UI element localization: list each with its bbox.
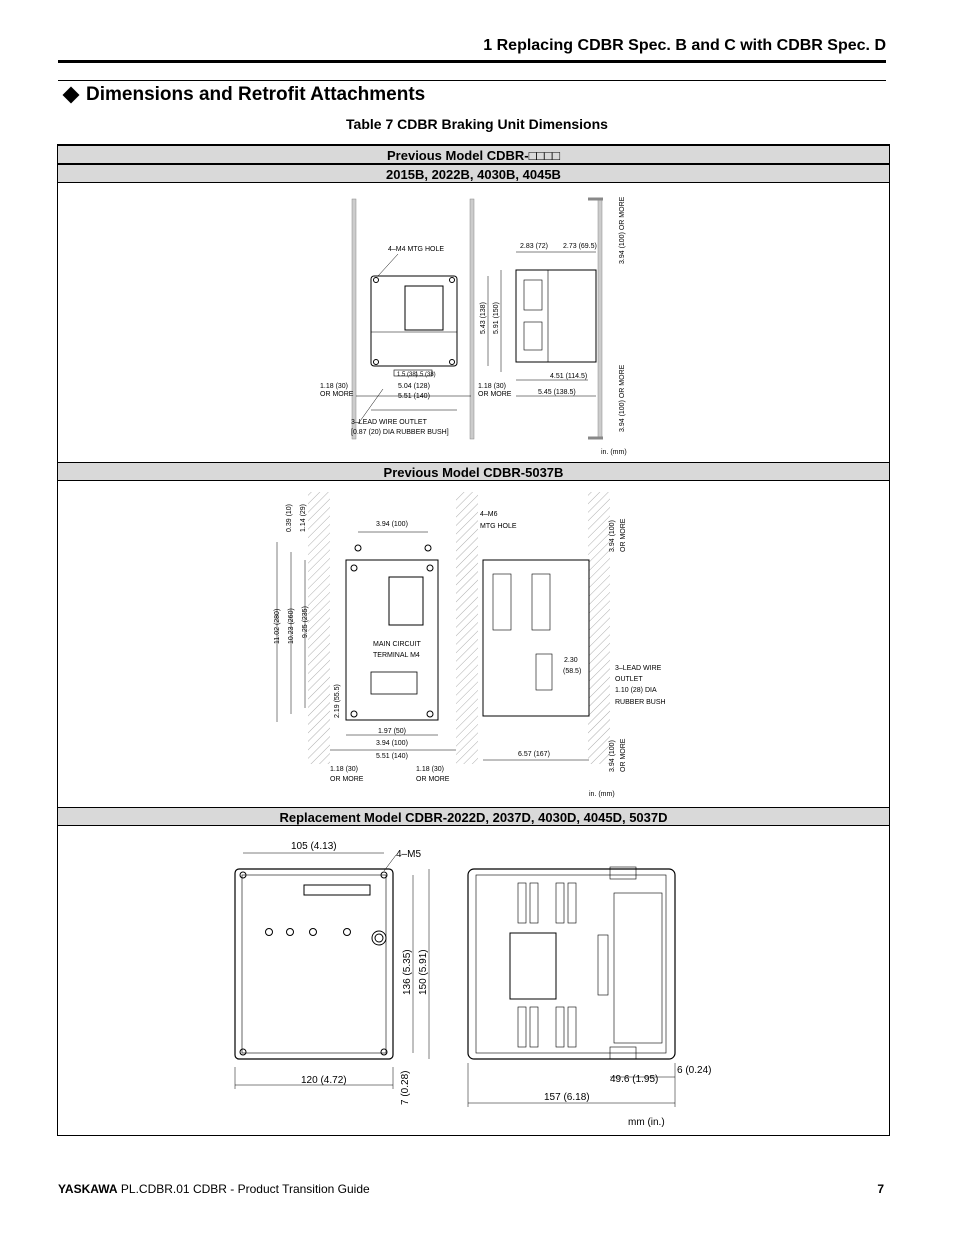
d2-230: 2.30: [564, 657, 578, 664]
d1-591: 5.91 (150): [493, 302, 500, 334]
d2-118l2: OR MORE: [330, 776, 364, 783]
d1-273: 2.73 (69.5): [563, 243, 597, 250]
d1-lead1: 3–LEAD WIRE OUTLET: [351, 419, 427, 426]
diamond-icon: [63, 87, 80, 104]
drawing-2-svg: [58, 482, 889, 808]
d2-551: 5.51 (140): [376, 753, 408, 760]
d3-7: 7 (0.28): [400, 1070, 411, 1105]
d1-118r2: OR MORE: [478, 391, 512, 398]
footer-left: [58, 1182, 370, 1196]
footer-doc: PL.CDBR.01 CDBR - Product Transition Guide: [117, 1182, 370, 1196]
d1-118l2: OR MORE: [320, 391, 354, 398]
d1-15a: 1.5 (38): [397, 372, 418, 378]
running-header: 1 Replacing CDBR Spec. B and C with CDBR Spec. D: [483, 37, 886, 54]
d2-394-top1: 3.94 (100): [609, 520, 616, 552]
d2-394-bot1: 3.94 (100): [609, 740, 616, 772]
d2-lead1: 3–LEAD WIRE: [615, 665, 662, 672]
d2-039: 0.39 (10): [286, 503, 293, 532]
d3-105: 105 (4.13): [291, 841, 337, 852]
d3-6: 6 (0.24): [677, 1065, 712, 1076]
d2-lead4: RUBBER BUSH: [615, 699, 666, 706]
d2-lead2: OUTLET: [615, 676, 643, 683]
drawing-3-svg: [58, 827, 889, 1135]
d3-157: 157 (6.18): [544, 1092, 590, 1103]
d2-394: 3.94 (100): [376, 521, 408, 528]
d1-394-bot: 3.94 (100) OR MORE: [619, 364, 626, 432]
d1-lead2: [0.87 (20) DIA RUBBER BUSH]: [351, 429, 449, 436]
d2-394-bot2: OR MORE: [620, 738, 627, 772]
d2-657: 6.57 (167): [518, 751, 550, 758]
d1-118l: 1.18 (30): [320, 383, 349, 390]
d2-mtg2: MTG HOLE: [480, 523, 517, 530]
drawing-previous-b: [58, 184, 889, 462]
row1-subheading: 2015B, 2022B, 4030B, 4045B: [58, 164, 889, 183]
table-caption: Table 7 CDBR Braking Unit Dimensions: [346, 116, 608, 132]
d1-394-top: 3.94 (100) OR MORE: [619, 196, 626, 264]
d2-394b: 3.94 (100): [376, 740, 408, 747]
d1-543: 5.43 (138): [480, 302, 487, 334]
drawing-previous-5037b: [58, 482, 889, 808]
d1-mtg-hole: 4–M4 MTG HOLE: [388, 246, 445, 253]
section-title: Dimensions and Retrofit Attachments: [86, 84, 426, 105]
d3-136: 136 (5.35): [402, 949, 413, 995]
row3-heading: Replacement Model CDBR-2022D, 2037D, 4030D, 4045D, 5037D: [58, 807, 889, 826]
row2-heading: Previous Model CDBR-5037B: [58, 462, 889, 481]
d1-545: 5.45 (138.5): [538, 389, 576, 396]
d2-1023: 10.23 (260): [288, 608, 295, 644]
d2-118l1: 1.18 (30): [330, 766, 359, 773]
d1-units: in. (mm): [601, 449, 627, 456]
d3-496: 49.6 (1.95): [610, 1074, 659, 1085]
d1-551: 5.51 (140): [398, 393, 430, 400]
d1-118r: 1.18 (30): [478, 383, 507, 390]
d2-585: (58.5): [563, 668, 582, 675]
d2-197: 1.97 (50): [378, 728, 407, 735]
d2-925: 9.25 (235): [302, 606, 309, 638]
d2-units: in. (mm): [589, 791, 615, 798]
section-heading: [62, 84, 425, 106]
d2-114: 1.14 (29): [300, 503, 307, 532]
drawing-replacement-d: [58, 827, 889, 1135]
drawing-1-svg: [58, 184, 889, 462]
d2-main1: MAIN CIRCUIT: [373, 641, 421, 648]
section-rule: [58, 80, 886, 81]
header-rule: [58, 60, 886, 63]
page-number: 7: [877, 1182, 884, 1196]
dimensions-table: [57, 144, 890, 1136]
d3-150: 150 (5.91): [418, 949, 429, 995]
d2-main2: TERMINAL M4: [373, 652, 420, 659]
d3-m5: 4–M5: [396, 849, 422, 860]
row1-heading: Previous Model CDBR-□□□□: [58, 145, 889, 164]
d2-394-top2: OR MORE: [620, 518, 627, 552]
d1-283: 2.83 (72): [520, 243, 549, 250]
footer-brand: YASKAWA: [58, 1182, 118, 1196]
d3-units: mm (in.): [628, 1117, 665, 1128]
d2-lead3: 1.10 (28) DIA: [615, 687, 657, 694]
d3-120: 120 (4.72): [301, 1075, 347, 1086]
d1-15b: 1.5 (38): [415, 372, 436, 378]
d2-1102: 11.02 (280): [274, 608, 281, 644]
d1-451: 4.51 (114.5): [550, 373, 588, 380]
d2-118r2: OR MORE: [416, 776, 450, 783]
d2-mtg1: 4–M6: [480, 511, 498, 518]
d1-504: 5.04 (128): [398, 383, 430, 390]
d2-219: 2.19 (55.5): [334, 684, 341, 718]
d2-118r1: 1.18 (30): [416, 766, 445, 773]
